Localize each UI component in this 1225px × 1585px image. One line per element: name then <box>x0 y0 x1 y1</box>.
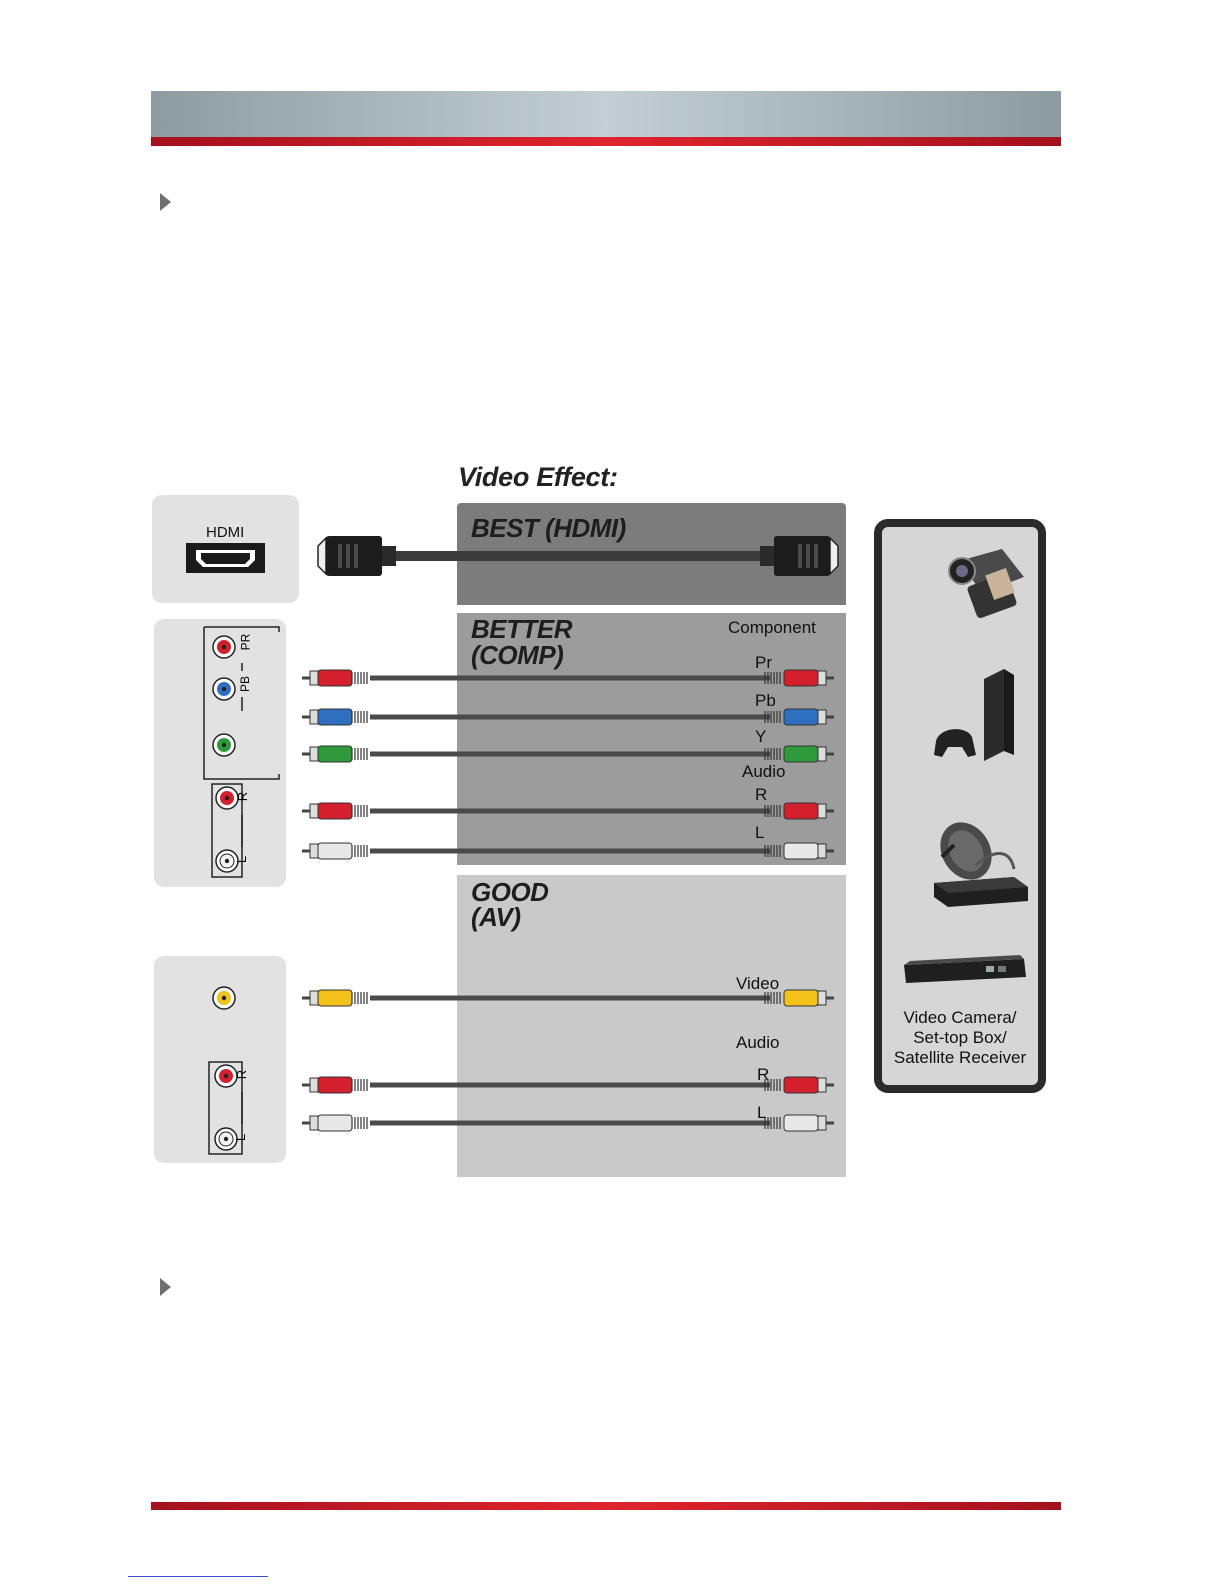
device-caption-line: Satellite Receiver <box>893 1048 1027 1067</box>
video-camera-icon <box>949 549 1024 619</box>
rca-plug-left <box>302 746 367 762</box>
rca-plug-left <box>302 990 367 1006</box>
audio-l-label: L <box>757 1103 767 1122</box>
hdmi-plug-left <box>318 536 396 576</box>
audio-l-label: L <box>755 823 765 842</box>
dvd-player-icon <box>904 955 1026 983</box>
comp-audio-l-cable <box>302 843 834 859</box>
rca-plug-right <box>765 803 834 819</box>
footer-link-line <box>128 1576 268 1577</box>
device-caption <box>874 1008 1046 1068</box>
rca-plug-left <box>302 709 367 725</box>
y-cable <box>302 746 834 762</box>
rca-plug-right <box>765 1115 834 1131</box>
pb-label: Pb <box>755 691 776 710</box>
r-jack-label: R <box>235 791 251 802</box>
audio-label: Audio <box>736 1033 780 1052</box>
device-caption-line: Set-top Box/ <box>913 1028 1007 1047</box>
video-effect-title: Video Effect: <box>458 462 618 492</box>
av-video-cable <box>302 990 834 1006</box>
av-audio-r-cable <box>302 1077 834 1093</box>
game-console-icon <box>934 669 1014 761</box>
satellite-receiver-icon <box>930 813 1028 907</box>
rca-plug-right <box>765 1077 834 1093</box>
tier-label-better: BETTER <box>471 614 572 644</box>
rca-plug-right <box>765 670 834 686</box>
tier-label-comp: (COMP) <box>471 640 564 670</box>
audio-r-label: R <box>757 1065 770 1084</box>
tier-label-best: BEST (HDMI) <box>471 513 626 543</box>
rca-plug-left <box>302 843 367 859</box>
component-label: Component <box>728 618 816 637</box>
video-label: Video <box>736 974 780 993</box>
device-icons <box>874 519 1046 1019</box>
pb-jack-label: PB <box>238 675 253 693</box>
pr-label: Pr <box>755 653 772 672</box>
rca-plug-right <box>765 843 834 859</box>
tier-label-av: (AV) <box>471 902 521 932</box>
rca-plug-right <box>765 746 834 762</box>
tier-label-good: GOOD <box>471 877 549 907</box>
rca-plug-left <box>302 670 367 686</box>
audio-label: Audio <box>742 762 786 781</box>
rca-plug-left <box>302 803 367 819</box>
comp-audio-r-cable <box>302 803 834 819</box>
footer-accent-bar <box>151 1502 1061 1510</box>
pb-cable <box>302 709 834 725</box>
l-jack-label: L <box>233 1133 249 1142</box>
pr-jack-label: PR <box>238 633 253 651</box>
hdmi-plug-right <box>760 536 838 576</box>
l-jack-label: L <box>234 855 250 864</box>
hdmi-jack-label: HDMI <box>206 524 245 541</box>
r-jack-label: R <box>234 1069 250 1080</box>
av-audio-l-cable <box>302 1115 834 1131</box>
rca-plug-right <box>765 990 834 1006</box>
rca-plug-right <box>765 709 834 725</box>
rca-plug-left <box>302 1115 367 1131</box>
audio-r-label: R <box>755 785 768 804</box>
y-label: Y <box>755 727 767 746</box>
pr-cable <box>302 670 834 686</box>
device-caption-line: Video Camera/ <box>903 1008 1017 1027</box>
rca-plug-left <box>302 1077 367 1093</box>
